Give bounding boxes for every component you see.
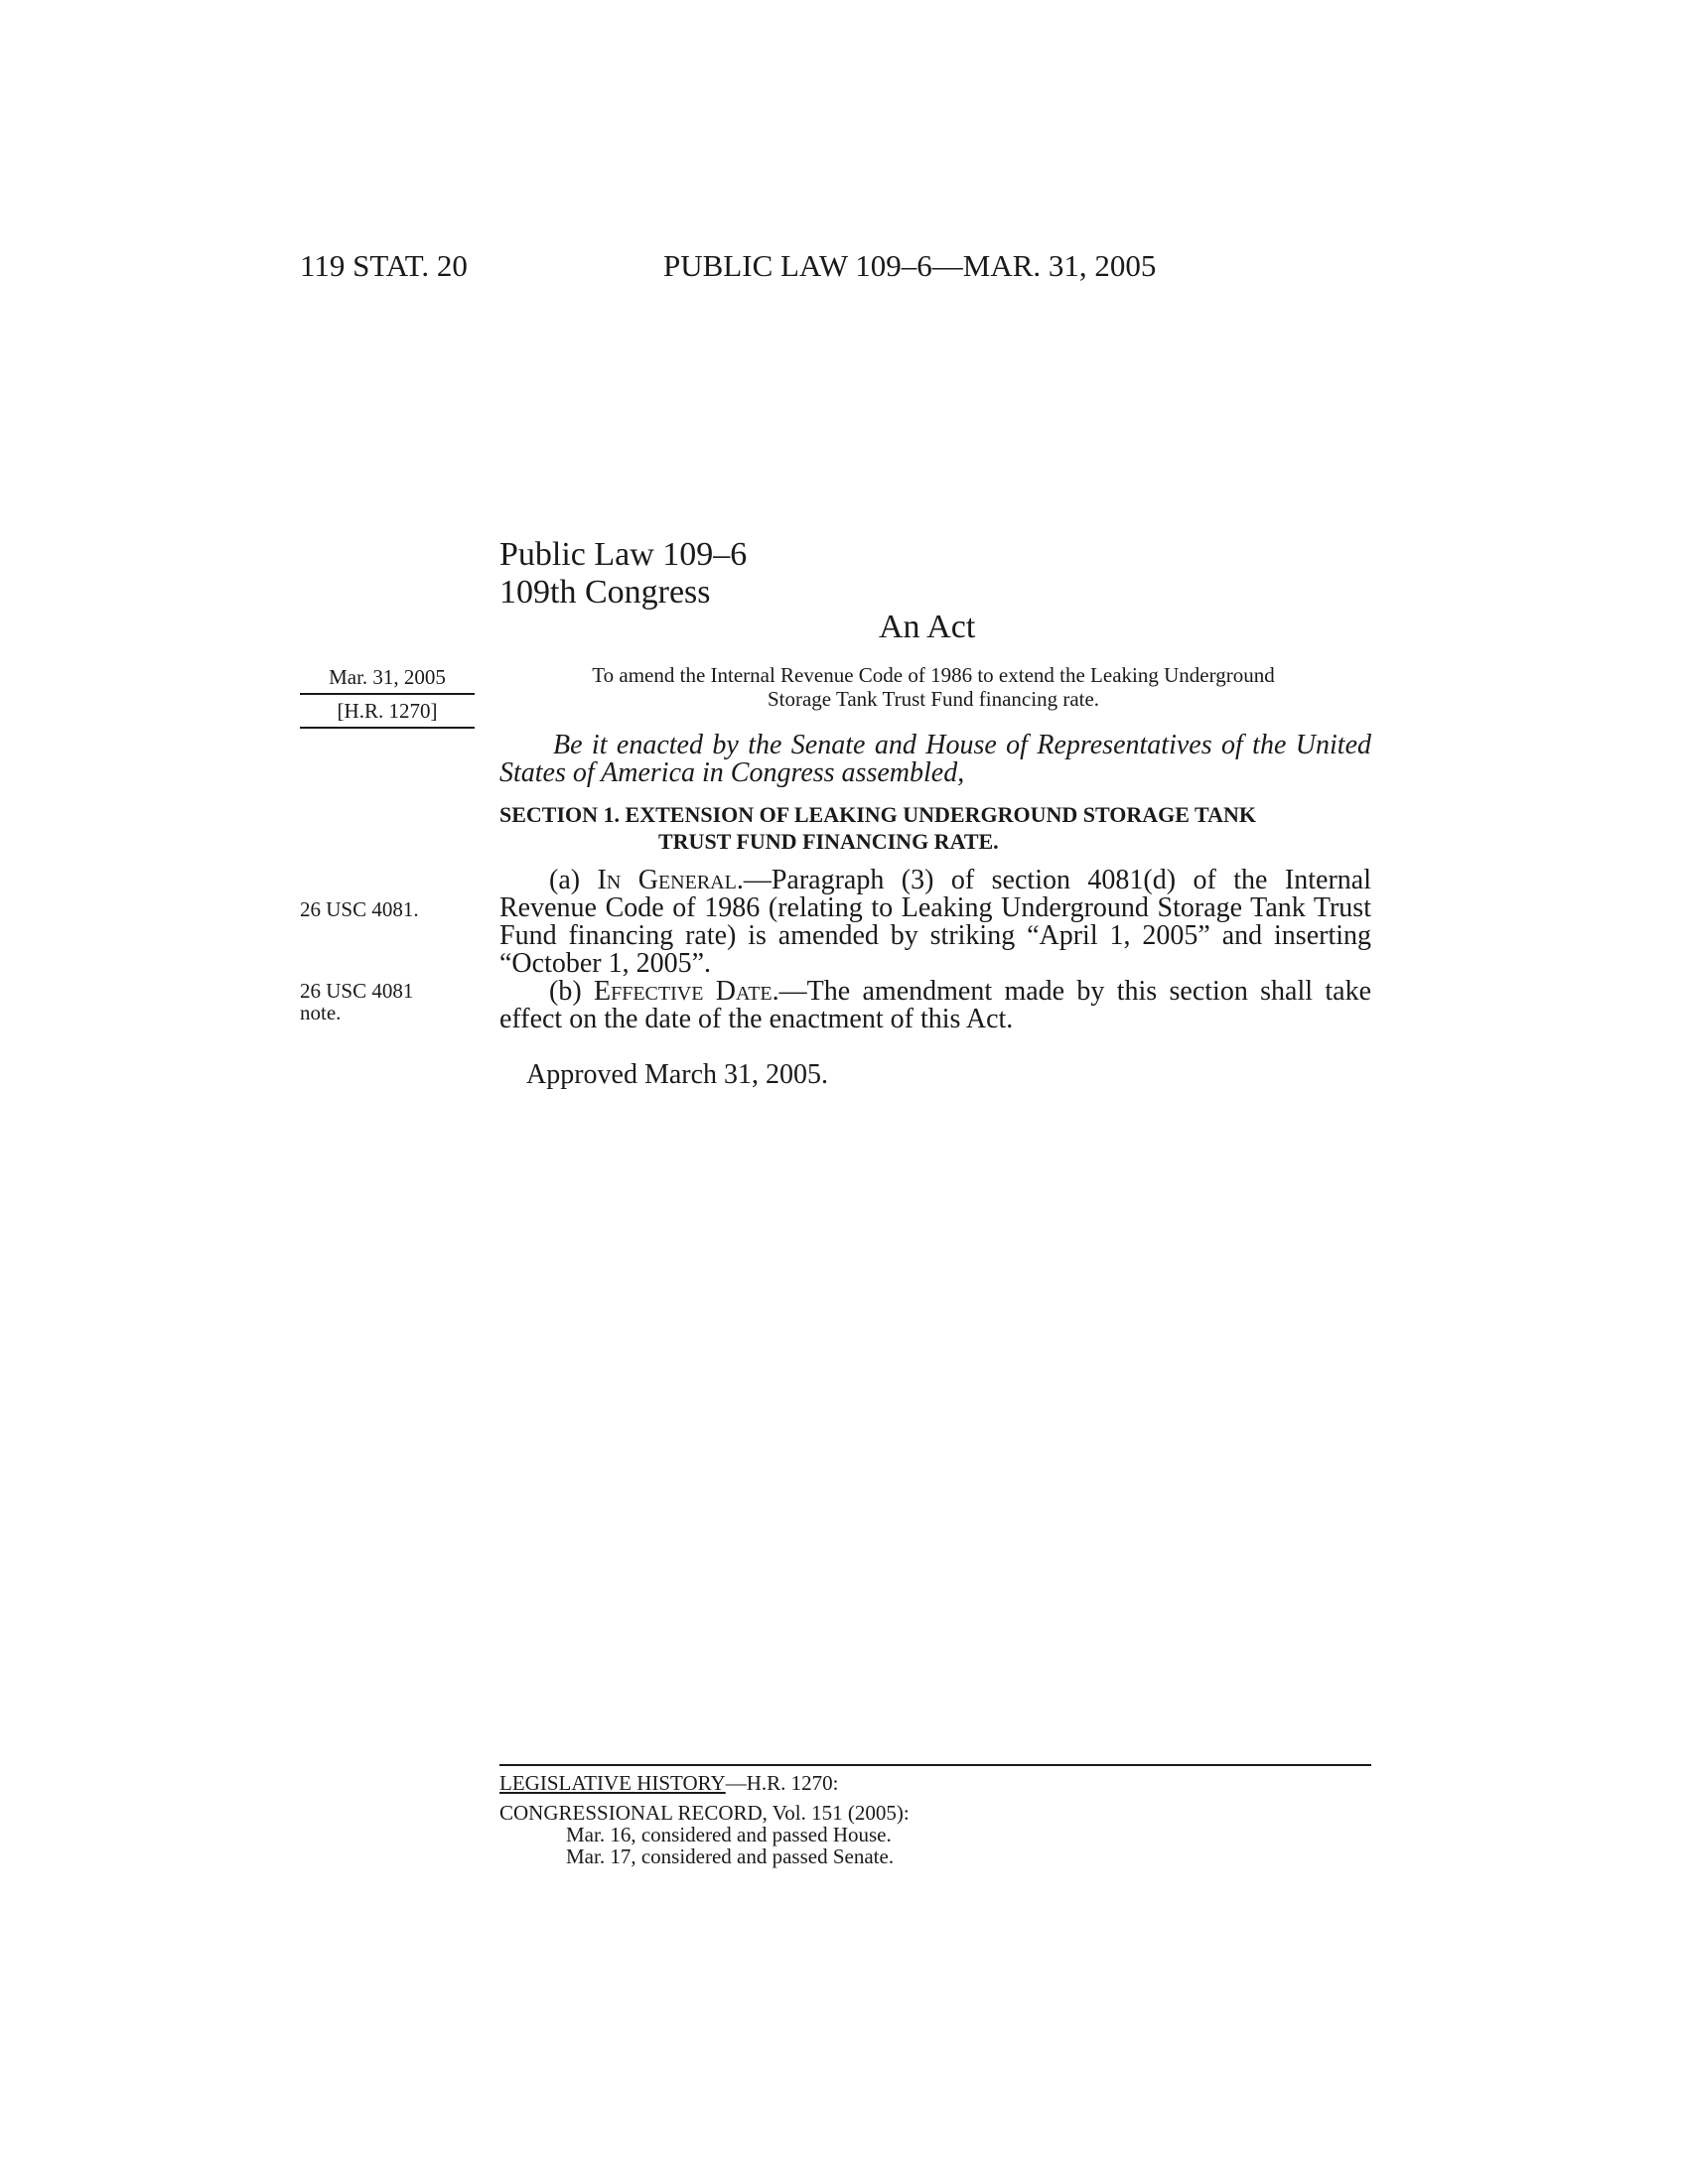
margin-note-line: 26 USC 4081 (300, 979, 414, 1003)
enacting-clause: Be it enacted by the Senate and House of Representatives of the United States of America in Congress assembled, (499, 730, 1371, 788)
legislative-history-label: LEGISLATIVE HISTORY (499, 1771, 726, 1795)
enactment-date: Mar. 31, 2005 (329, 665, 446, 689)
purpose-statement (516, 663, 1350, 711)
running-head: PUBLIC LAW 109–6—MAR. 31, 2005 (663, 248, 1157, 283)
margin-divider (300, 727, 475, 729)
margin-note-usc-note (300, 980, 413, 1024)
margin-note-line: note. (300, 1001, 342, 1024)
public-law-number: Public Law 109–6 (499, 536, 748, 573)
subsection-a-prefix: (a) (549, 865, 598, 895)
approval-date: Approved March 31, 2005. (526, 1059, 829, 1090)
subsection-b-caption: Effective Date (593, 976, 773, 1007)
stat-page-number: 119 STAT. 20 (300, 248, 468, 283)
subsection-a (499, 867, 1371, 978)
subsection-b (499, 978, 1371, 1033)
congress-number: 109th Congress (499, 574, 711, 611)
margin-divider (300, 693, 475, 695)
purpose-line: To amend the Internal Revenue Code of 1986 to extend the Leaking Underground (592, 663, 1275, 687)
subsection-b-text: .—The amendment made by this section shall take effect on the date of the enactment of this Act. (499, 976, 1371, 1034)
law-title-block (499, 536, 747, 612)
legislative-history-title (499, 1773, 838, 1794)
history-entry: Mar. 16, considered and passed House. (566, 1823, 892, 1846)
footnote-rule (499, 1764, 1371, 1766)
margin-note-usc: 26 USC 4081. (300, 897, 419, 921)
act-label: An Act (879, 609, 976, 645)
subsection-b-prefix: (b) (549, 976, 594, 1007)
congressional-record: CONGRESSIONAL RECORD, Vol. 151 (2005): (499, 1801, 910, 1825)
bill-number: [H.R. 1270] (337, 699, 438, 723)
subsection-a-text: .—Paragraph (3) of section 4081(d) of the Internal Revenue Code of 1986 (relating to Leaking Underground Storage Tank Trust Fund financing rate) is amended by striking “April 1, 2005” and inserting “October 1, 2005”. (499, 865, 1371, 979)
section-heading-line: SECTION 1. EXTENSION OF LEAKING UNDERGROUND STORAGE TANK (499, 802, 1256, 827)
section-heading-line: TRUST FUND FINANCING RATE. (658, 829, 999, 854)
history-entry: Mar. 17, considered and passed Senate. (566, 1844, 895, 1868)
legislative-history-bill: —H.R. 1270: (725, 1771, 839, 1795)
section-heading (499, 801, 1371, 855)
margin-date-block (300, 663, 475, 731)
subsection-a-caption: In General (597, 865, 737, 895)
purpose-line: Storage Tank Trust Fund financing rate. (767, 687, 1100, 711)
